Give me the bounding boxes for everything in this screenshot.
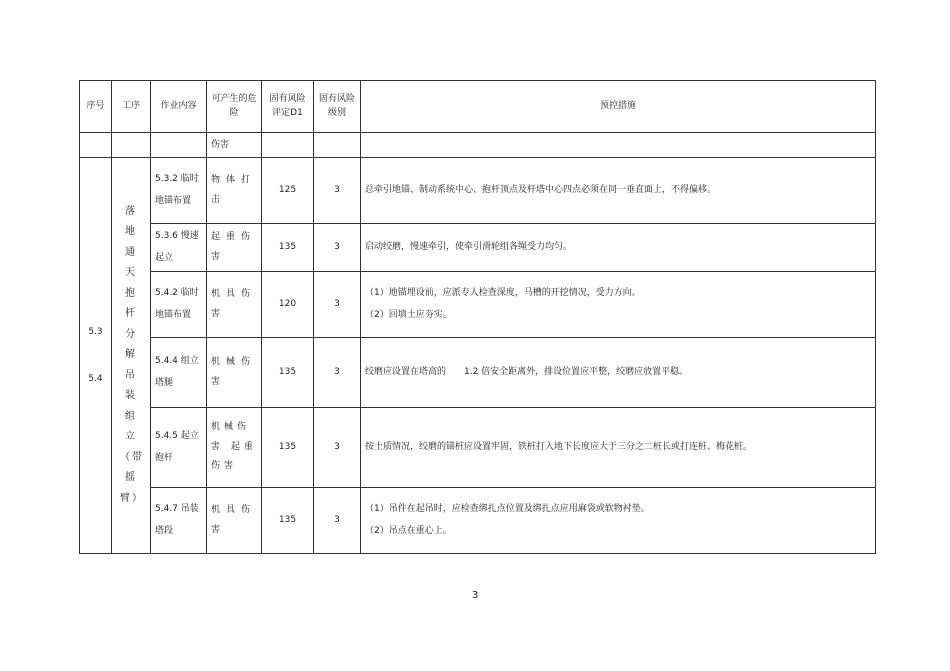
measures-cell (361, 224, 876, 272)
hazard-cell: 起重伤害 (207, 224, 262, 272)
measures-cell (361, 272, 876, 338)
header-risk-level: 固有风险级别 (314, 81, 361, 133)
level-cell: 3 (314, 488, 361, 554)
level-cell: 3 (314, 224, 361, 272)
risk-control-table (79, 80, 876, 554)
header-process: 工序 (112, 81, 151, 133)
table-row (80, 158, 876, 224)
level-cell: 3 (314, 408, 361, 488)
continued-content (151, 133, 207, 158)
content-cell: 5.4.5 起立抱杆 (151, 408, 207, 488)
hazard-cell: 机械伤害 (207, 338, 262, 408)
level-cell: 3 (314, 158, 361, 224)
table-row (80, 272, 876, 338)
process-cell (112, 158, 151, 554)
hazard-cell: 物体打击 (207, 158, 262, 224)
measure-line: 按土质情况，绞磨的锚桩应设置牢固，铁桩打入地下长度应大于三分之二桩长或打连桩、梅花桩。 (365, 441, 753, 452)
d1-cell: 135 (262, 408, 314, 488)
measures-cell (361, 338, 876, 408)
seq-cell (80, 158, 112, 554)
continued-hazard: 伤害 (207, 133, 262, 158)
process-text: 落地通天抱杆分解吊装组立（带摇臂） (120, 205, 144, 504)
continued-level (314, 133, 361, 158)
measures-cell (361, 408, 876, 488)
content-cell: 5.3.6 慢速起立 (151, 224, 207, 272)
continued-d1 (262, 133, 314, 158)
seq-line: 5.4 (88, 373, 103, 384)
table-row (80, 338, 876, 408)
table-row (80, 408, 876, 488)
hazard-cell: 机具伤害 (207, 272, 262, 338)
content-cell: 5.3.2 临时地锚布置 (151, 158, 207, 224)
continued-measures (361, 133, 876, 158)
measures-cell (361, 158, 876, 224)
content-cell: 5.4.2 临时地锚布置 (151, 272, 207, 338)
measure-line: 启动绞磨，慢速牵引，使牵引滑轮组各绳受力均匀。 (365, 241, 573, 252)
measure-line: （2）回填土应夯实。 (365, 309, 452, 320)
d1-cell: 120 (262, 272, 314, 338)
continued-row (80, 133, 876, 158)
measure-line: 绞磨应设置在塔高的 1.2 倍安全距离外，排设位置应平整，绞磨应放置平稳。 (365, 366, 689, 377)
header-seq: 序号 (80, 81, 112, 133)
d1-cell: 135 (262, 488, 314, 554)
hazard-cell: 机具伤害 (207, 488, 262, 554)
d1-cell: 135 (262, 224, 314, 272)
content-cell: 5.4.4 组立塔腿 (151, 338, 207, 408)
measure-line: （1）地锚埋设前，应派专人检查深度，马槽的开挖情况，受力方向。 (365, 287, 641, 298)
measure-line: （1）吊件在起吊时，应检查绑扎点位置及绑扎点应用麻袋或软物衬垫。 (365, 503, 650, 514)
hazard-cell: 机械伤害 起重伤害 (207, 408, 262, 488)
table-row (80, 488, 876, 554)
header-content: 作业内容 (151, 81, 207, 133)
content-cell: 5.4.7 吊装塔段 (151, 488, 207, 554)
d1-cell: 135 (262, 338, 314, 408)
continued-seq (80, 133, 112, 158)
continued-process (112, 133, 151, 158)
page-number: 3 (471, 590, 479, 601)
header-measures: 预控措施 (361, 81, 876, 133)
seq-line: 5.3 (88, 326, 103, 337)
measures-cell (361, 488, 876, 554)
measure-line: （2）吊点在重心上。 (365, 525, 452, 536)
d1-cell: 125 (262, 158, 314, 224)
table-row (80, 224, 876, 272)
level-cell: 3 (314, 272, 361, 338)
measure-line: 总牵引地锚、制动系统中心、抱杆顶点及杆塔中心四点必须在同一垂直面上，不得偏移。 (365, 184, 717, 195)
level-cell: 3 (314, 338, 361, 408)
header-risk-eval: 固有风险评定D1 (262, 81, 314, 133)
header-row (80, 81, 876, 133)
header-hazard: 可产生的危险 (207, 81, 262, 133)
